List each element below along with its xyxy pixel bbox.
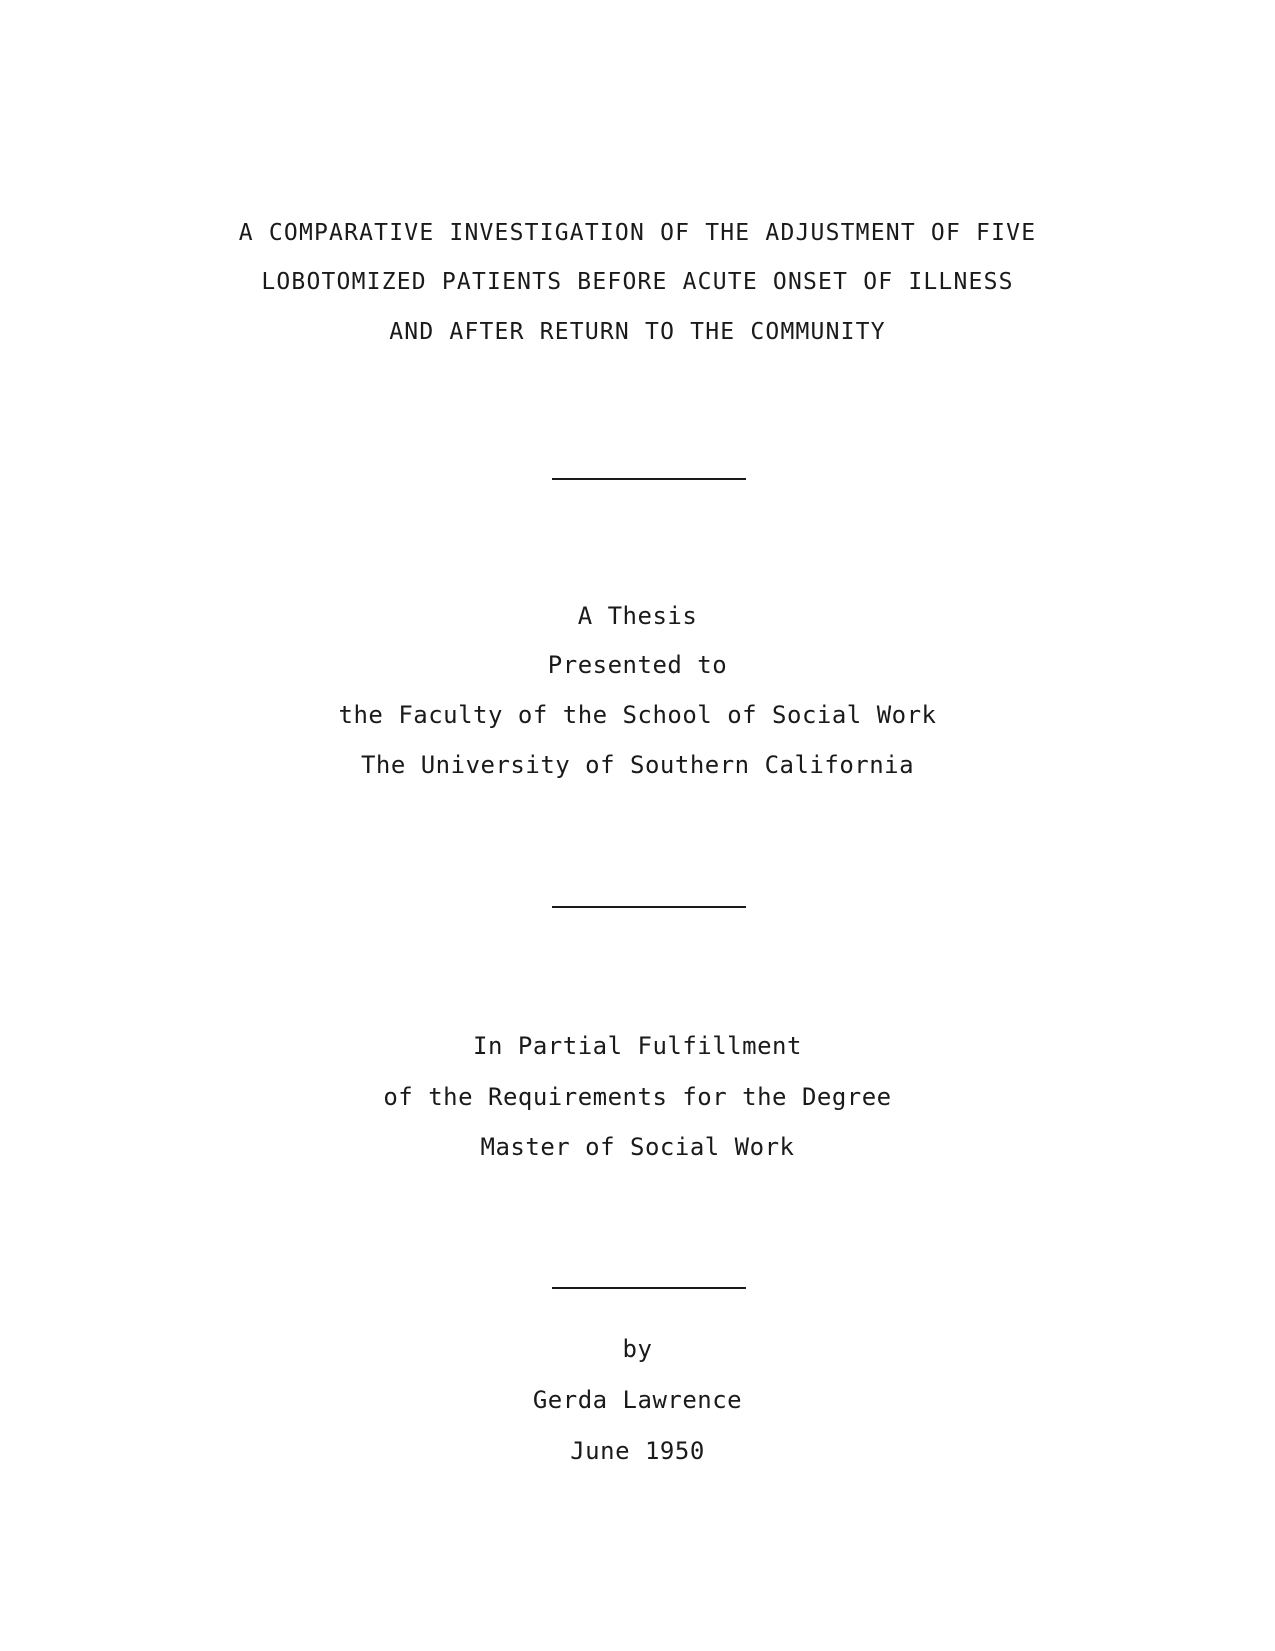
- degree-line: Master of Social Work: [480, 1133, 795, 1161]
- divider-rule-1: [552, 478, 746, 480]
- university-line: The University of Southern California: [360, 751, 915, 779]
- title-line-2: LOBOTOMIZED PATIENTS BEFORE ACUTE ONSET OF ILLNESS: [261, 269, 1014, 295]
- presented-to: Presented to: [547, 651, 728, 679]
- fulfillment-line-1: In Partial Fulfillment: [473, 1032, 802, 1060]
- submission-date: June 1950: [570, 1437, 705, 1465]
- by-label: by: [622, 1335, 653, 1363]
- divider-rule-3: [552, 1287, 746, 1289]
- title-line-3: AND AFTER RETURN TO THE COMMUNITY: [389, 319, 886, 345]
- thesis-label: A Thesis: [577, 602, 698, 630]
- divider-rule-2: [552, 906, 746, 908]
- faculty-line: the Faculty of the School of Social Work: [338, 701, 937, 729]
- fulfillment-line-2: of the Requirements for the Degree: [383, 1083, 892, 1111]
- title-line-1: A COMPARATIVE INVESTIGATION OF THE ADJUSTMENT OF FIVE: [238, 220, 1037, 246]
- author-name: Gerda Lawrence: [532, 1386, 743, 1414]
